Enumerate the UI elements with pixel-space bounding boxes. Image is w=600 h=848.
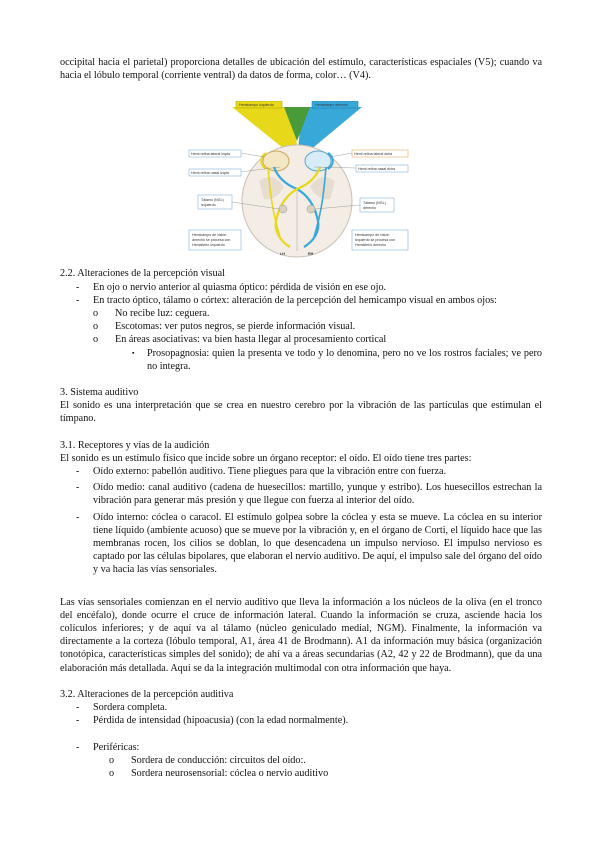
- section-3-2-list: [60, 701, 542, 727]
- label-retina-nasal-izq: Hemi-retina nasal izqda: [191, 171, 229, 176]
- label-hemi-izq-3: Hemisferio izquierdo: [192, 243, 225, 248]
- section-3-1-paragraph: El sonido es un estímulo físico que incide sobre un órgano receptor: el oído. El oído tiene tres partes:: [60, 452, 472, 464]
- section-2-2-title: 2.2. Alteraciones de la percepción visual: [60, 268, 225, 280]
- leader-line: [241, 153, 264, 157]
- leader-line: [330, 153, 352, 157]
- intro-paragraph: occipital hacia el parietal) proporciona detalles de ubicación del estímulo, características espaciales (V5); cuando va hacia el lóbulo temporal (corriente ventral) da datos de forma, color… (V4).: [60, 57, 542, 82]
- list-item: - Oído externo: pabellón auditivo. Tiene pliegues para que la vibración entre con fuerza.: [60, 465, 542, 478]
- document-page: [60, 56, 542, 780]
- sub-sublist-item: ▪ Prosopagnosia: quien la presenta ve todo y lo denomina, pero no ve los rostros faciales; ve pero no integra.: [130, 347, 542, 373]
- sub-sublist: [93, 347, 542, 373]
- sublist: [109, 754, 542, 780]
- sublist: [93, 307, 542, 347]
- section-3-1-list: [60, 465, 542, 577]
- section-3-1-title: 3.1. Receptores y vías de la audición: [60, 439, 210, 451]
- list-item-text: En tracto óptico, tálamo o córtex: alteración de la percepción del hemicampo visual en ambos ojos:: [93, 294, 497, 306]
- vias-paragraph: Las vías sensoriales comienzan en el nervio auditivo que lleva la información a los núcleos de la oliva (en el tronco del encéfalo), donde ocurre el cruce de información lateral. Cuando la información se cruza, asciende hacia los colículos inferiores; y de aquí va al tálamo (núcleo geniculado medial, NGM). Finalmente, la información va directamente a la corteza (lóbulo temporal, A1, área 41 de Brodmann). A1 da información muy básica (organización tonotópica, características simples del sonido); de ahí va a áreas secundarias (A2, 42 y 22 de Brodmann), que da una elaboración más detallada. Aquí se da la integración multimodal con otra información que haya.: [60, 596, 542, 674]
- section-3-paragraph: El sonido es una interpretación que se crea en nuestro cerebro por la vibración de las partículas que estimulan el tímpano.: [60, 400, 542, 425]
- label-hemi-izq-1: Hemicampo de visión: [192, 233, 227, 238]
- label-hemi-dcho-2: izquierdo se procesa con: [355, 238, 395, 243]
- sublist-item: o Sordera neurosensorial: cóclea o nervio auditivo: [109, 767, 542, 780]
- section-3-2-list-perifericas: [60, 741, 542, 781]
- section-3-title: 3. Sistema auditivo: [60, 387, 139, 399]
- right-eye: [305, 151, 331, 171]
- spacer: [60, 577, 542, 590]
- label-talamo-izq-1: Tálamo (NGL): [201, 198, 224, 203]
- section-3-2-title: 3.2. Alteraciones de la percepción auditiva: [60, 688, 234, 700]
- label-retina-nasal-dcha: Hemi-retina nasal dcha: [358, 167, 395, 172]
- label-lh: LH: [280, 252, 285, 257]
- list-item: - Sordera completa.: [60, 701, 542, 714]
- sublist-item: [93, 333, 542, 346]
- label-retina-lat-izq: Hemi-retina lateral izqda: [191, 152, 230, 157]
- list-item: [60, 741, 542, 781]
- list-item: - En ojo o nervio anterior al quiasma óptico: pérdida de visión en ese ojo.: [60, 281, 542, 294]
- label-retina-lat-dcha: Hemi-retina lateral dcha: [354, 152, 393, 157]
- left-thalamus: [279, 205, 287, 213]
- list-item-text: Periféricas:: [93, 741, 140, 753]
- visual-pathway-diagram: [184, 101, 414, 261]
- right-thalamus: [307, 205, 315, 213]
- list-item: - Oído interno: cóclea o caracol. El estímulo golpea sobre la cóclea y esta se mueve. La cóclea en su interior tiene líquido (ambiente acuoso) que se mueve por la vibración y, en el órgano de Corti, el líquido hace que las membranas rocen, los cilios se doblan, lo que desencadena un impulso nervioso. El impulso nervioso es captado por las células bipolares, que elaboran el nervio auditivo. De aquí, el impulso sale del órgano del oído y va hacia las vías sensoriales.: [60, 511, 542, 577]
- label-talamo-dcho-1: Tálamo (NGL): [363, 201, 386, 206]
- visual-pathway-figure: [184, 101, 414, 261]
- right-field-label: Hemicampo derecho: [315, 103, 349, 108]
- label-talamo-izq-2: izquierdo: [201, 203, 216, 208]
- section-2-2-list: [60, 281, 542, 373]
- left-eye: [263, 151, 289, 171]
- sublist-item: o Sordera de conducción: circuitos del oído:.: [109, 754, 542, 767]
- spacer: [60, 728, 542, 741]
- spacer: [60, 675, 542, 688]
- spacer: [60, 373, 542, 386]
- left-field-label: Hemicampo izquierdo: [239, 103, 274, 108]
- label-rh: RH: [308, 252, 314, 257]
- label-talamo-dcho-2: derecho: [363, 206, 376, 211]
- list-item: - Oído medio: canal auditivo (cadena de huesecillos: martillo, yunque y estribo). Los huesecillos estrechan la vibración para generar más presión y que llegue con fuerza al interior del oído.: [60, 481, 542, 507]
- label-hemi-dcho-3: Hemisferio derecho: [355, 243, 387, 248]
- list-item: - Pérdida de intensidad (hipoacusia) (con la edad normalmente).: [60, 714, 542, 727]
- spacer: [60, 426, 542, 439]
- list-item: [60, 294, 542, 373]
- sublist-item: o Escotomas: ver putos negros, se pierde información visual.: [93, 320, 542, 333]
- label-hemi-izq-2: derecho se procesa con: [192, 238, 231, 243]
- sublist-item: o No recibe luz: ceguera.: [93, 307, 542, 320]
- label-hemi-dcho-1: Hemicampo de visión: [355, 233, 390, 238]
- sublist-item-text: En áreas asociativas: va bien hasta llegar al procesamiento cortical: [115, 334, 387, 346]
